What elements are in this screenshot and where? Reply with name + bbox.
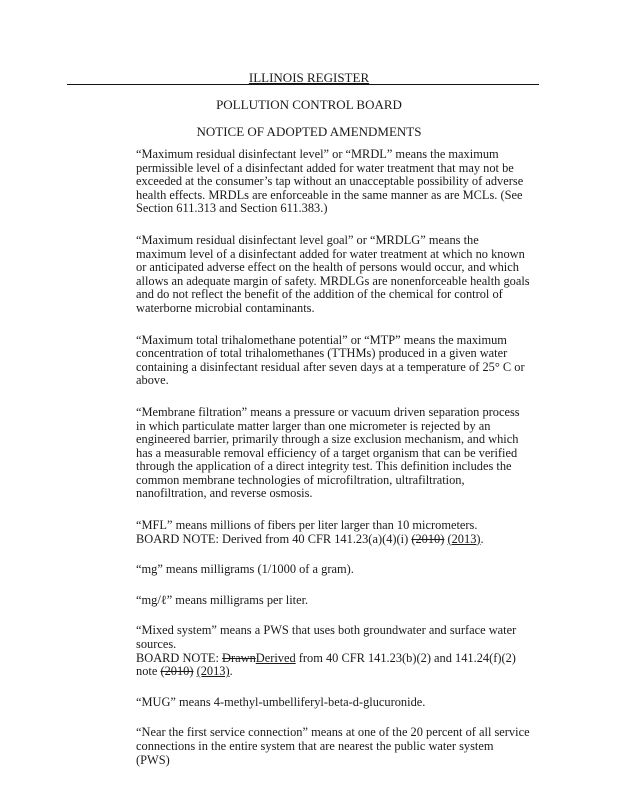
mixed-note-end: .: [229, 664, 233, 679]
mfl-note-struck: (2010): [411, 531, 445, 546]
notice-title: NOTICE OF ADOPTED AMENDMENTS: [196, 124, 422, 139]
mixed-note-middle: from 40 CFR 141.23(b)(2) and 141.24(f)(2) note: [136, 650, 516, 679]
definition-mrdl: “Maximum residual disinfectant level” or “MRDL” means the maximum permissible level of a disinfectant added for water treatment that may not be exceeded at the consumer’s tap without an unacceptable possibility of adverse health effects. MRDLs are enforceable in the same manner as are MCLs. (See Section 611.313 and Section 611.383.): [136, 147, 524, 216]
mfl-note-end: .: [480, 531, 484, 546]
mixed-board-note: [136, 652, 530, 679]
definition-mrdlg: “Maximum residual disinfectant level goal” or “MRDLG” means the maximum level of a disinfectant added for water treatment at which no known or anticipated adverse effect on the health of persons would occur, and which allows an adequate margin of safety. MRDLGs are nonenforceable health goals and do not reflect the benefit of the addition of the chemical for control of waterborne microbial contaminants.: [136, 232, 530, 315]
mixed-note-struck-word: Drawn: [222, 650, 256, 665]
mfl-note-prefix: BOARD NOTE: Derived from 40 CFR 141.23(a)(4)(i): [136, 531, 409, 546]
definition-mug: “MUG” means 4-methyl-umbelliferyl-beta-d-glucuronide.: [136, 694, 426, 709]
definition-mg: “mg” means milligrams (1/1000 of a gram).: [136, 562, 354, 577]
definition-mixed-system: [136, 624, 530, 678]
mfl-board-note: [136, 533, 530, 547]
definition-membrane-filtration: “Membrane filtration” means a pressure or vacuum driven separation process in which particulate matter larger than one micrometer is rejected by an engineered barrier, primarily through a size exclusion mechanism, and which has a measurable removal efficiency of a target organism that can be verified through the application of a direct integrity test. This definition includes the common membrane technologies of microfiltration, ultrafiltration, nanofiltration, and reverse osmosis.: [136, 404, 520, 501]
definition-near-first-service-connection: “Near the first service connection” means at one of the 20 percent of all service connections in the entire system that are nearest the public water system (PWS): [136, 725, 530, 767]
document-body: [136, 148, 530, 785]
mixed-note-inserted: (2013): [196, 664, 230, 679]
mixed-text: “Mixed system” means a PWS that uses both groundwater and surface water sources.: [136, 623, 517, 652]
definition-mtp: “Maximum total trihalomethane potential” or “MTP” means the maximum concentration of total trihalomethanes (TTHMs) produced in a given water containing a disinfectant residual after seven days at a temperature of 25° C or above.: [136, 332, 525, 388]
mixed-note-struck: (2010): [160, 664, 194, 679]
definition-mg-per-liter: “mg/ℓ” means milligrams per liter.: [136, 592, 309, 607]
definition-mfl: [136, 519, 530, 546]
mixed-note-inserted-word: Derived: [255, 650, 296, 665]
register-title: ILLINOIS REGISTER: [248, 70, 370, 85]
mfl-text: “MFL” means millions of fibers per liter larger than 10 micrometers.: [136, 518, 478, 533]
mixed-note-prefix: BOARD NOTE:: [136, 650, 223, 665]
mfl-note-inserted: (2013): [447, 531, 481, 546]
header-rule: [67, 84, 539, 85]
board-name: POLLUTION CONTROL BOARD: [216, 97, 402, 112]
